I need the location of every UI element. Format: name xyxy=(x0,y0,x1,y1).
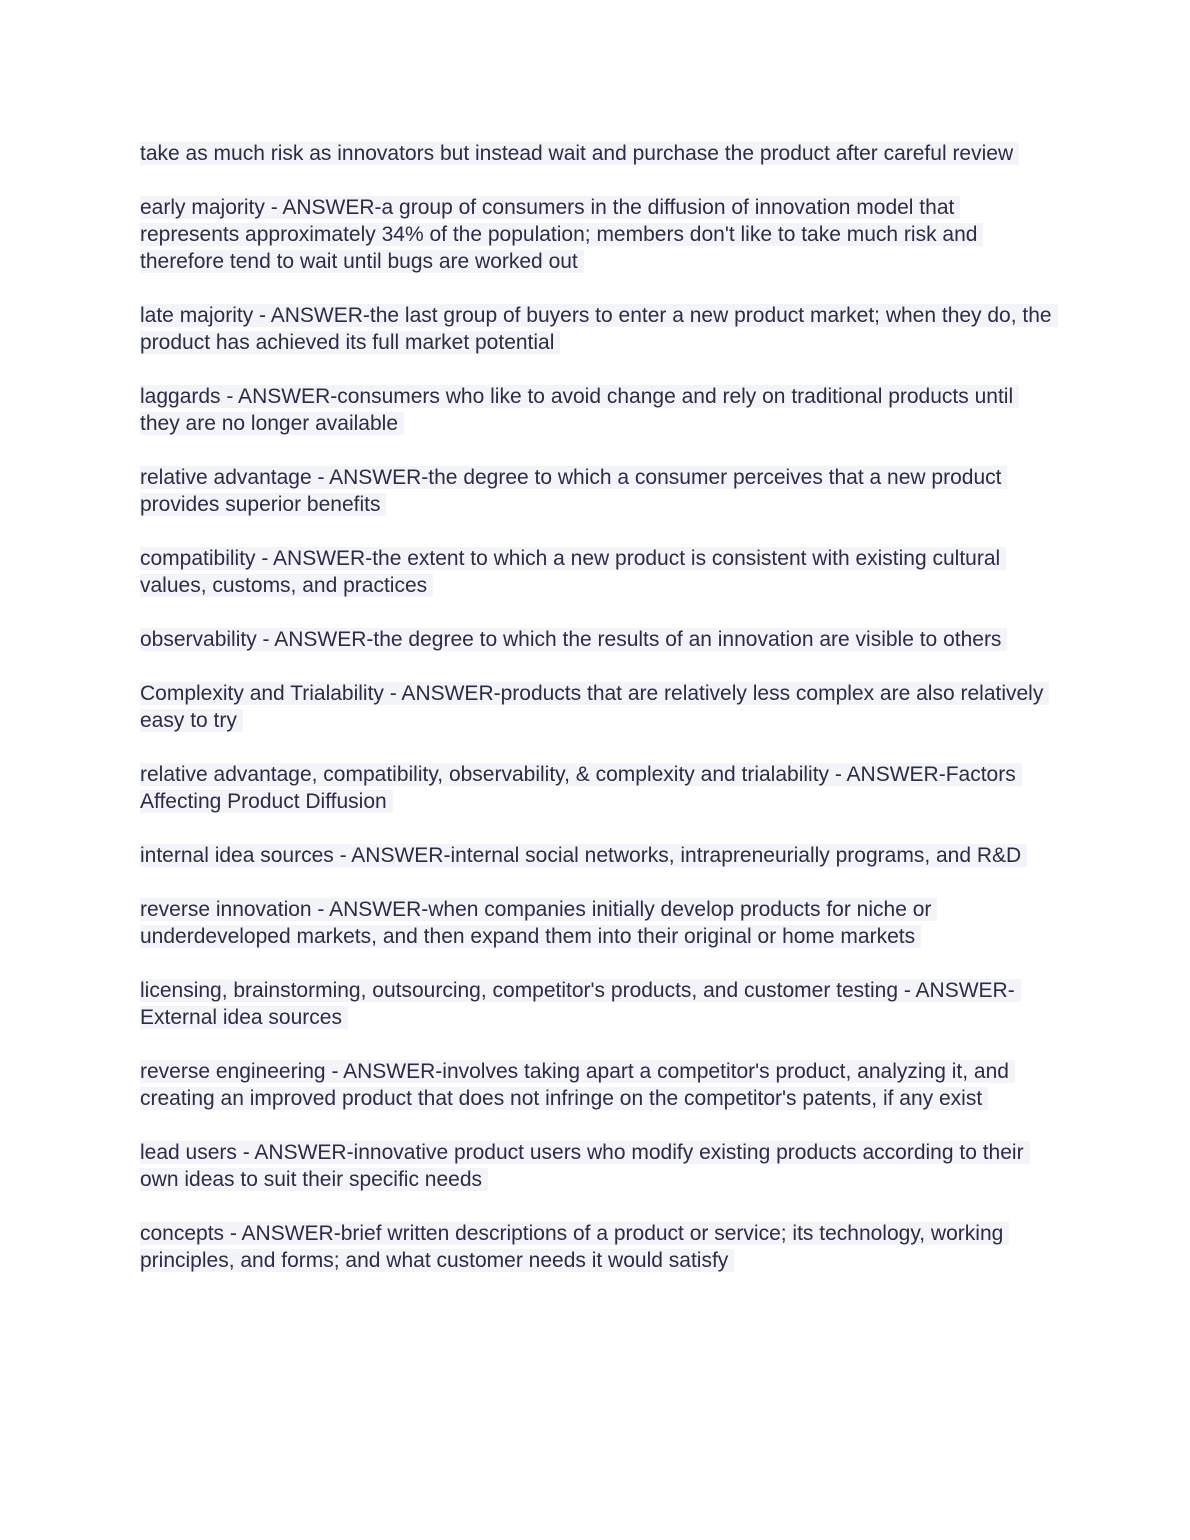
definition-entry xyxy=(140,842,1055,869)
definition-entry xyxy=(140,383,1055,437)
definition-entry xyxy=(140,1058,1055,1112)
definition-entry xyxy=(140,1139,1055,1193)
definition-entry xyxy=(140,680,1055,734)
definition-entry xyxy=(140,896,1055,950)
definition-entry xyxy=(140,977,1055,1031)
entry-text: laggards - ANSWER-consumers who like to avoid change and rely on traditional products until they are no longer available xyxy=(140,385,1019,435)
definition-entry xyxy=(140,464,1055,518)
definition-entry xyxy=(140,545,1055,599)
entry-text: take as much risk as innovators but instead wait and purchase the product after careful review xyxy=(140,142,1019,165)
entry-text: Complexity and Trialability - ANSWER-products that are relatively less complex are also relatively easy to try xyxy=(140,682,1049,732)
definition-entry xyxy=(140,194,1055,275)
entry-text: observability - ANSWER-the degree to which the results of an innovation are visible to others xyxy=(140,628,1007,651)
entry-text: lead users - ANSWER-innovative product users who modify existing products according to their own ideas to suit their specific needs xyxy=(140,1141,1030,1191)
entry-text: internal idea sources - ANSWER-internal social networks, intrapreneurially programs, and R&D xyxy=(140,844,1027,867)
entry-text: compatibility - ANSWER-the extent to which a new product is consistent with existing cultural values, customs, and practices xyxy=(140,547,1006,597)
definition-entry xyxy=(140,761,1055,815)
definition-entry xyxy=(140,140,1055,167)
definition-entry xyxy=(140,626,1055,653)
entry-text: relative advantage, compatibility, observability, & complexity and trialability - ANSWER-Factors Affecting Product Diffusion xyxy=(140,763,1022,813)
entry-text: late majority - ANSWER-the last group of buyers to enter a new product market; when they do, the product has achieved its full market potential xyxy=(140,304,1058,354)
entry-text: reverse innovation - ANSWER-when companies initially develop products for niche or underdeveloped markets, and then expand them into their original or home markets xyxy=(140,898,937,948)
entry-text: concepts - ANSWER-brief written descriptions of a product or service; its technology, working principles, and forms; and what customer needs it would satisfy xyxy=(140,1222,1009,1272)
definition-entry xyxy=(140,1220,1055,1274)
entry-text: early majority - ANSWER-a group of consumers in the diffusion of innovation model that represents approximately 34% of the population; members don't like to take much risk and therefore tend to wait until bugs are worked out xyxy=(140,196,983,273)
document-page xyxy=(140,140,1055,1301)
entry-text: licensing, brainstorming, outsourcing, competitor's products, and customer testing - ANSWER-External idea sources xyxy=(140,979,1021,1029)
entry-text: reverse engineering - ANSWER-involves taking apart a competitor's product, analyzing it, and creating an improved product that does not infringe on the competitor's patents, if any exist xyxy=(140,1060,1015,1110)
definition-entry xyxy=(140,302,1055,356)
entry-text: relative advantage - ANSWER-the degree to which a consumer perceives that a new product provides superior benefits xyxy=(140,466,1007,516)
